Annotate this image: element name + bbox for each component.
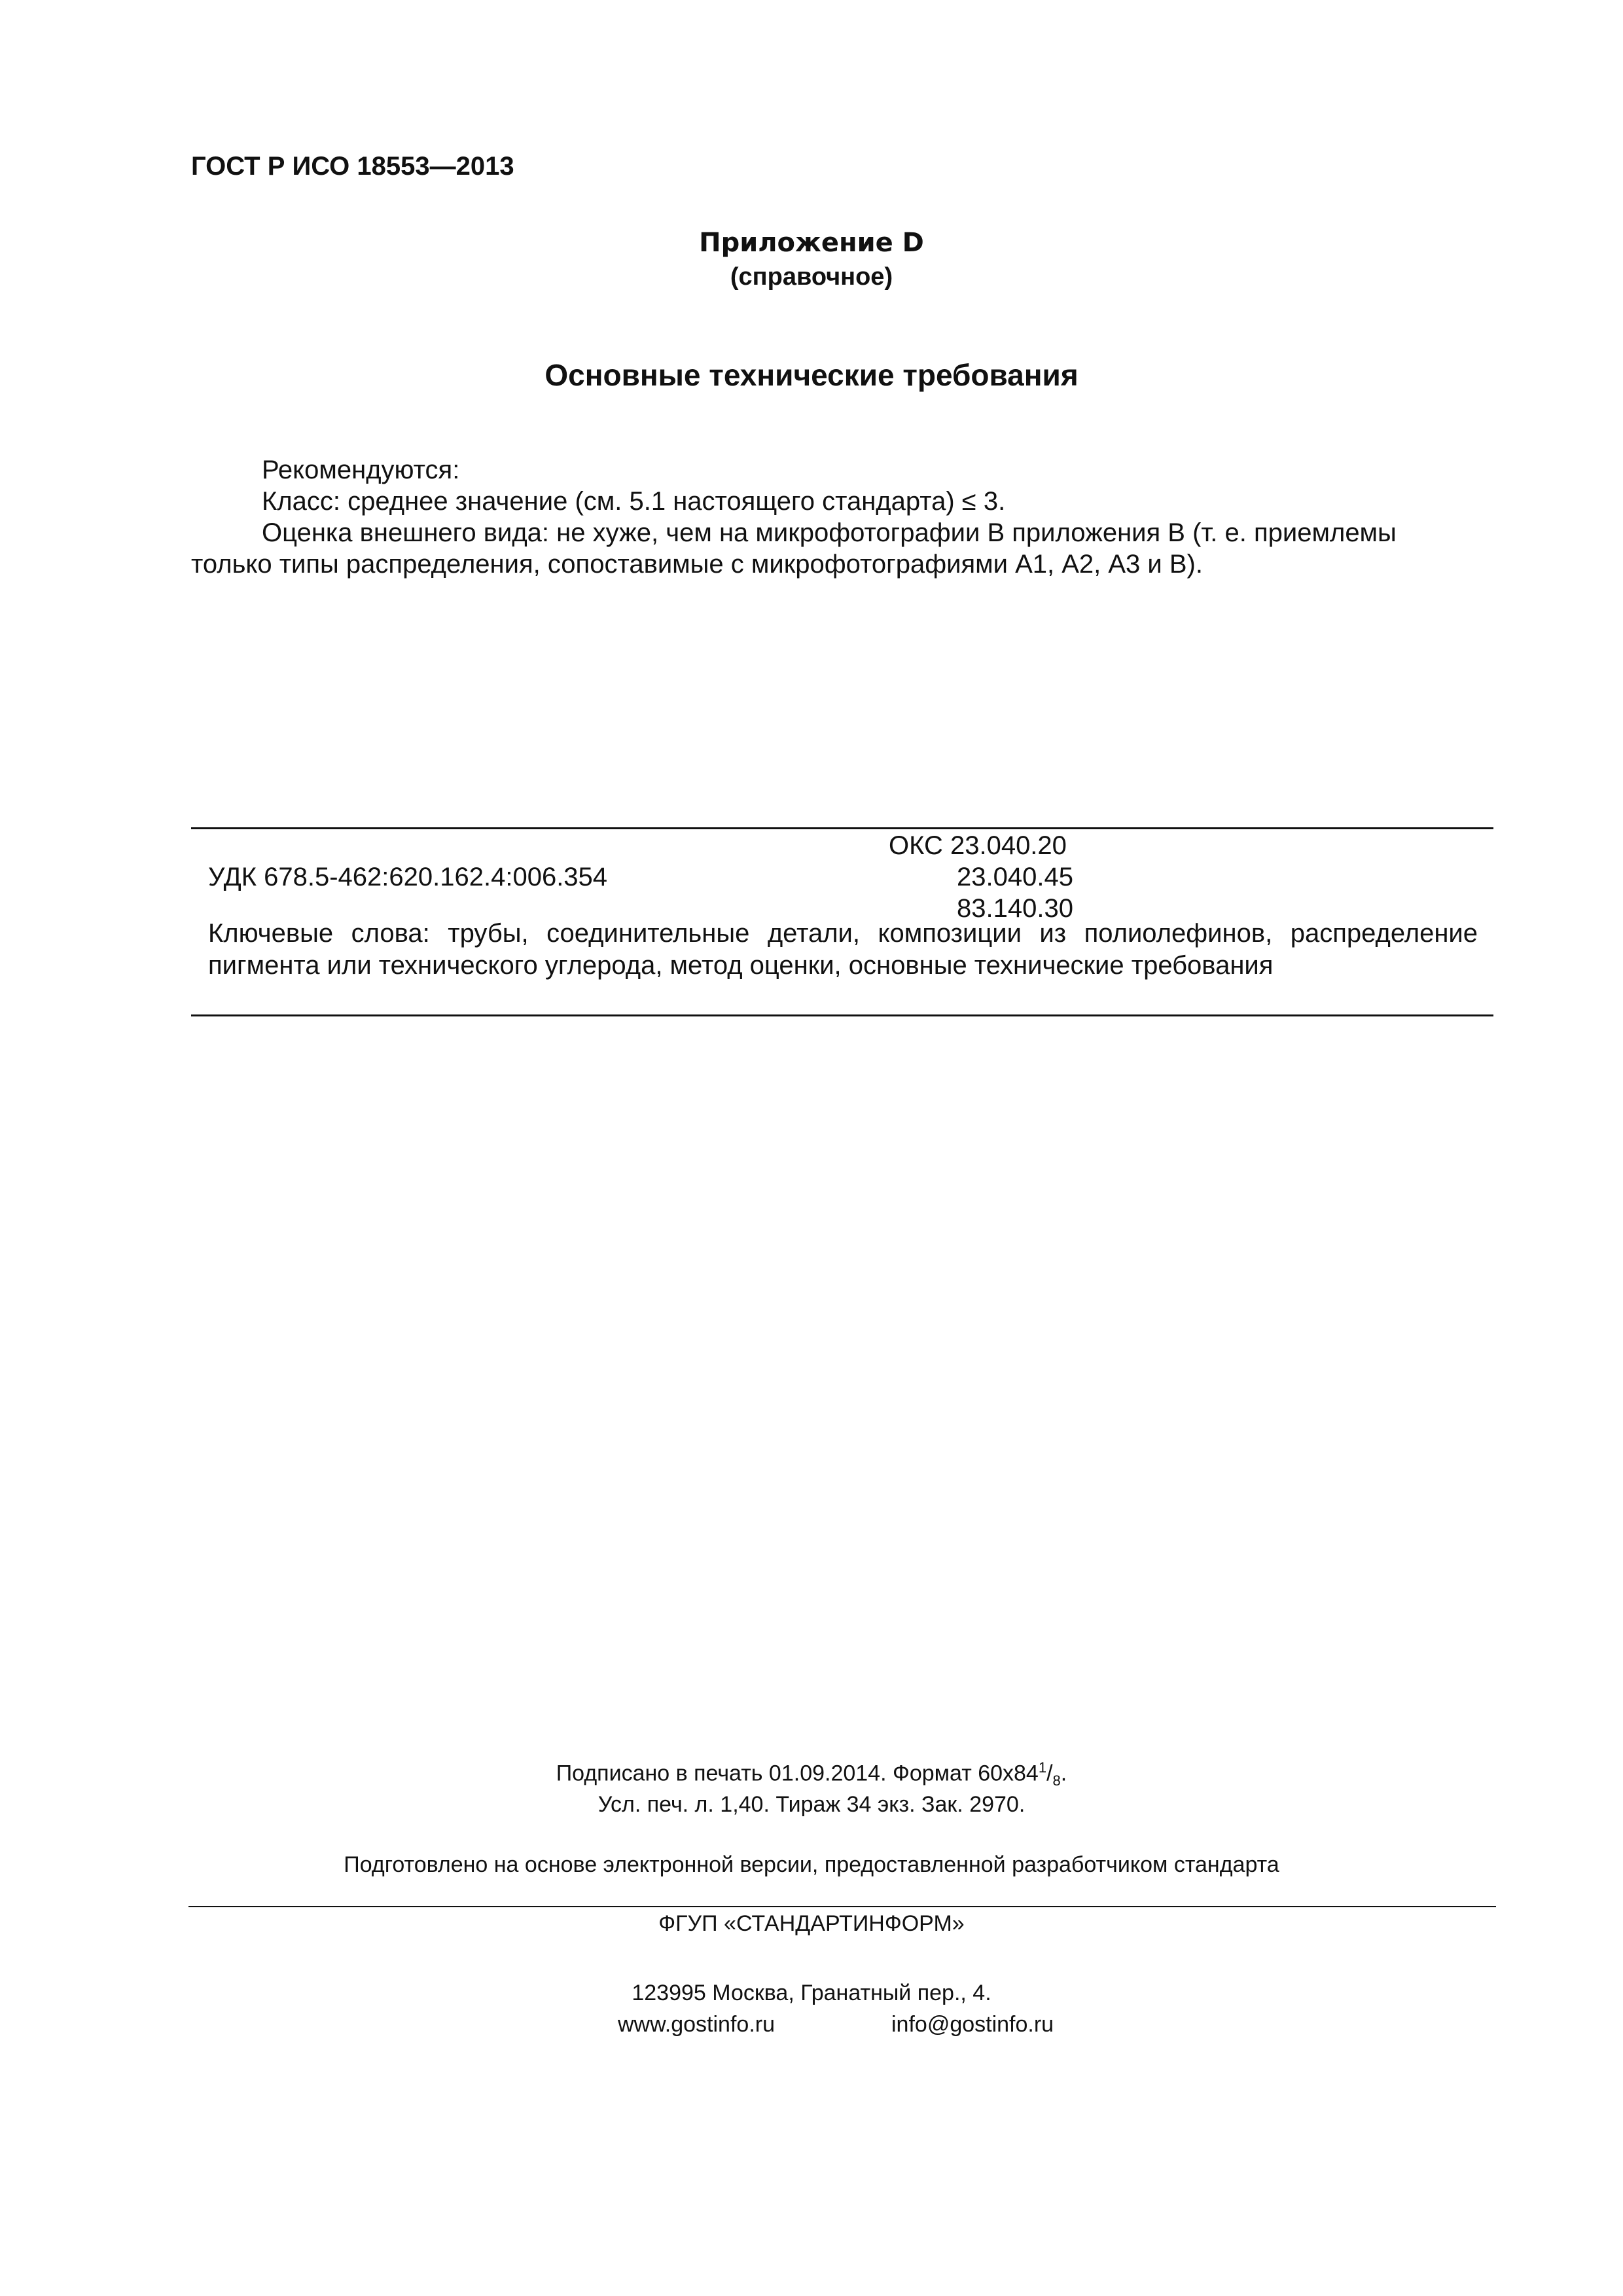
section-title: Основные технические требования: [544, 358, 1079, 392]
imprint-signed: Подписано в печать 01.09.2014. Формат $60х84^1/_8$.: [556, 1759, 1067, 1789]
imprint-print-info: Усл. печ. л. 1,40. Тираж 34 экз. Зак. 2970.: [597, 1792, 1026, 1817]
document-code: ГОСТ Р ИСО 18553—2013: [191, 152, 514, 181]
bottom-divider: [191, 1014, 1493, 1016]
keywords: Ключевые слова: трубы, соединительные детали, композиции из полиолефинов, распределение пигмента или технического углерода, метод оценки, основные технические требования: [208, 919, 1478, 980]
udk-code: УДК 678.5-462:620.162.4:006.354: [208, 863, 608, 891]
oks-code-2: 23.040.45: [957, 863, 1073, 891]
format-superscript: 1: [1038, 1759, 1047, 1776]
publisher-website[interactable]: www.gostinfo.ru: [618, 2012, 775, 2037]
publisher-address: 123995 Москва, Гранатный пер., 4.: [632, 1981, 991, 2005]
format-end: .: [1060, 1761, 1067, 1786]
imprint-divider: [188, 1906, 1496, 1907]
body-line-appearance: Оценка внешнего вида: не хуже, чем на микрофотографии В приложения В (т. е. приемлемы только типы распределения, сопоставимые с микрофотографиями А1, А2, А3 и В).: [191, 518, 1397, 579]
publisher-email[interactable]: info@gostinfo.ru: [891, 2012, 1054, 2037]
imprint-signed-text: Подписано в печать 01.09.2014. Формат 60х84: [556, 1761, 1039, 1786]
top-divider: [191, 827, 1493, 829]
publisher-name: ФГУП «СТАНДАРТИНФОРМ»: [658, 1911, 965, 1936]
body-line-recommended: Рекомендуются:: [262, 456, 460, 484]
body-line-class: Класс: среднее значение (см. 5.1 настоящего стандарта) ≤ 3.: [262, 487, 1006, 516]
imprint-prepared: Подготовлено на основе электронной версии, предоставленной разработчиком стандарта: [344, 1852, 1279, 1877]
format-subscript: 8: [1052, 1772, 1061, 1789]
oks-code-1: ОКС 23.040.20: [889, 831, 1067, 860]
appendix-title: Приложение D: [699, 228, 924, 258]
appendix-note: (справочное): [730, 263, 893, 291]
oks-code-3: 83.140.30: [957, 894, 1073, 923]
body-text: [191, 454, 1448, 580]
